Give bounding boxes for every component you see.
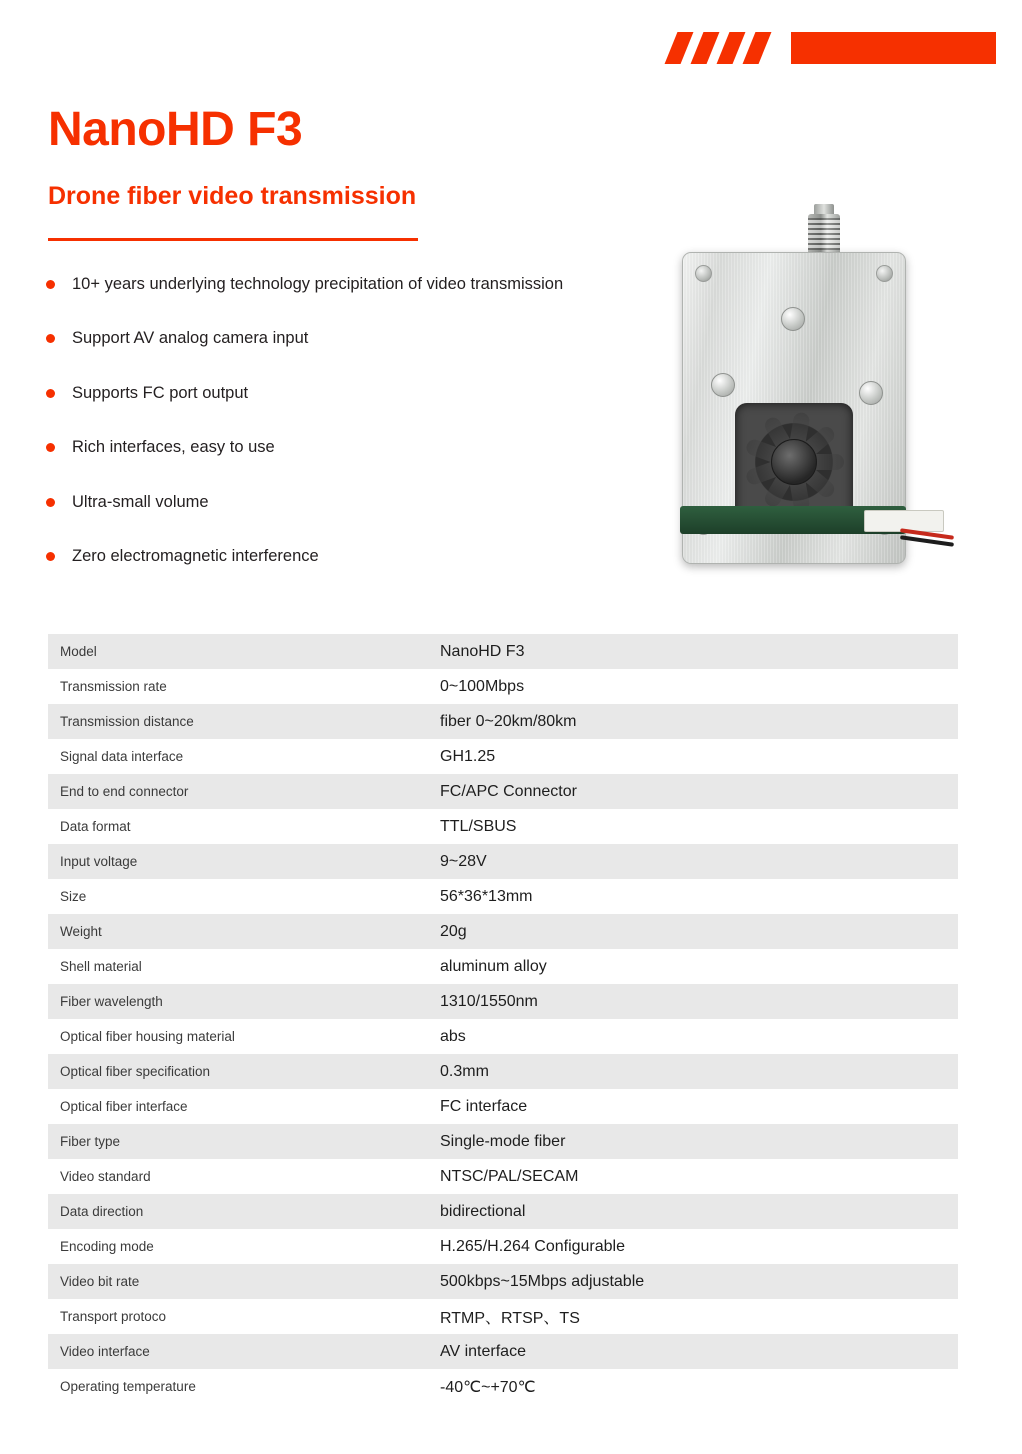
list-item: [44, 274, 644, 295]
spec-key: Signal data interface: [48, 739, 430, 774]
spec-key: Transmission distance: [48, 704, 430, 739]
spec-value: RTMP、RTSP、TS: [430, 1299, 958, 1334]
spec-key: Operating temperature: [48, 1369, 430, 1404]
page-subtitle: Drone fiber video transmission: [48, 182, 417, 210]
fan-hub: [771, 439, 817, 485]
feature-text: Rich interfaces, easy to use: [72, 438, 275, 457]
table-row: [48, 1299, 958, 1334]
table-row: [48, 704, 958, 739]
header-stripe-decoration: [671, 32, 996, 64]
list-item: [44, 546, 644, 567]
spec-key: Transmission rate: [48, 669, 430, 704]
spec-key: Optical fiber housing material: [48, 1019, 430, 1054]
spec-key: Weight: [48, 914, 430, 949]
stripe-slash-icon: [665, 32, 694, 64]
spec-value: NanoHD F3: [430, 634, 958, 669]
spec-key: Fiber wavelength: [48, 984, 430, 1019]
spec-value: aluminum alloy: [430, 949, 958, 984]
spec-key: Size: [48, 879, 430, 914]
feature-text: Zero electromagnetic interference: [72, 547, 319, 566]
spec-value: 0.3mm: [430, 1054, 958, 1089]
table-row: [48, 844, 958, 879]
spec-key: Model: [48, 634, 430, 669]
spec-value: 56*36*13mm: [430, 879, 958, 914]
spec-key: Video bit rate: [48, 1264, 430, 1299]
list-item: [44, 437, 644, 458]
bullet-dot-icon: [46, 443, 55, 452]
bullet-dot-icon: [46, 280, 55, 289]
spec-value: -40℃~+70℃: [430, 1369, 958, 1404]
product-image: [660, 210, 960, 580]
screw-icon: [876, 265, 893, 282]
spec-key: Optical fiber interface: [48, 1089, 430, 1124]
spec-value: abs: [430, 1019, 958, 1054]
spec-key: Fiber type: [48, 1124, 430, 1159]
table-row: [48, 879, 958, 914]
spec-value: 20g: [430, 914, 958, 949]
table-row: [48, 1019, 958, 1054]
spec-value: TTL/SBUS: [430, 809, 958, 844]
spec-value: 9~28V: [430, 844, 958, 879]
spec-key: Video standard: [48, 1159, 430, 1194]
table-row: [48, 809, 958, 844]
spec-key: End to end connector: [48, 774, 430, 809]
table-row: [48, 984, 958, 1019]
table-row: [48, 669, 958, 704]
table-row: [48, 1054, 958, 1089]
knob-icon: [859, 381, 883, 405]
table-row: [48, 1159, 958, 1194]
screw-icon: [695, 265, 712, 282]
feature-list: [44, 274, 644, 601]
spec-value: bidirectional: [430, 1194, 958, 1229]
table-row: [48, 634, 958, 669]
title-divider: [48, 238, 418, 241]
spec-value: Single-mode fiber: [430, 1124, 958, 1159]
spec-key: Data direction: [48, 1194, 430, 1229]
spec-value: 1310/1550nm: [430, 984, 958, 1019]
spec-key: Transport protoco: [48, 1299, 430, 1334]
spec-value: NTSC/PAL/SECAM: [430, 1159, 958, 1194]
spec-value: AV interface: [430, 1334, 958, 1369]
table-row: [48, 1194, 958, 1229]
feature-text: 10+ years underlying technology precipitation of video transmission: [72, 275, 564, 293]
spec-key: Input voltage: [48, 844, 430, 879]
table-row: [48, 774, 958, 809]
spec-value: H.265/H.264 Configurable: [430, 1229, 958, 1264]
stripe-slash-icon: [743, 32, 772, 64]
bullet-dot-icon: [46, 389, 55, 398]
feature-text: Ultra-small volume: [72, 492, 209, 511]
specification-table: [48, 634, 958, 1404]
table-row: [48, 1334, 958, 1369]
list-item: [44, 492, 644, 513]
table-row: [48, 914, 958, 949]
table-row: [48, 949, 958, 984]
table-row: [48, 1229, 958, 1264]
spec-value: FC interface: [430, 1089, 958, 1124]
bullet-dot-icon: [46, 498, 55, 507]
table-row: [48, 1369, 958, 1404]
table-row: [48, 1089, 958, 1124]
spec-value: FC/APC Connector: [430, 774, 958, 809]
bullet-dot-icon: [46, 334, 55, 343]
table-row: [48, 1264, 958, 1299]
knob-icon: [781, 307, 805, 331]
feature-text: Support AV analog camera input: [72, 329, 309, 348]
spec-key: Encoding mode: [48, 1229, 430, 1264]
table-row: [48, 1124, 958, 1159]
spec-value: GH1.25: [430, 739, 958, 774]
cooling-fan: [735, 403, 853, 521]
stripe-bar: [791, 32, 996, 64]
feature-text: Supports FC port output: [72, 383, 249, 402]
stripe-slash-icon: [717, 32, 746, 64]
spec-value: fiber 0~20km/80km: [430, 704, 958, 739]
bullet-dot-icon: [46, 552, 55, 561]
spec-key: Optical fiber specification: [48, 1054, 430, 1089]
spec-key: Video interface: [48, 1334, 430, 1369]
page-title: NanoHD F3: [48, 103, 303, 156]
spec-value: 0~100Mbps: [430, 669, 958, 704]
spec-value: 500kbps~15Mbps adjustable: [430, 1264, 958, 1299]
stripe-slash-icon: [691, 32, 720, 64]
spec-key: Shell material: [48, 949, 430, 984]
knob-icon: [711, 373, 735, 397]
spec-key: Data format: [48, 809, 430, 844]
list-item: [44, 328, 644, 349]
list-item: [44, 383, 644, 404]
table-row: [48, 739, 958, 774]
